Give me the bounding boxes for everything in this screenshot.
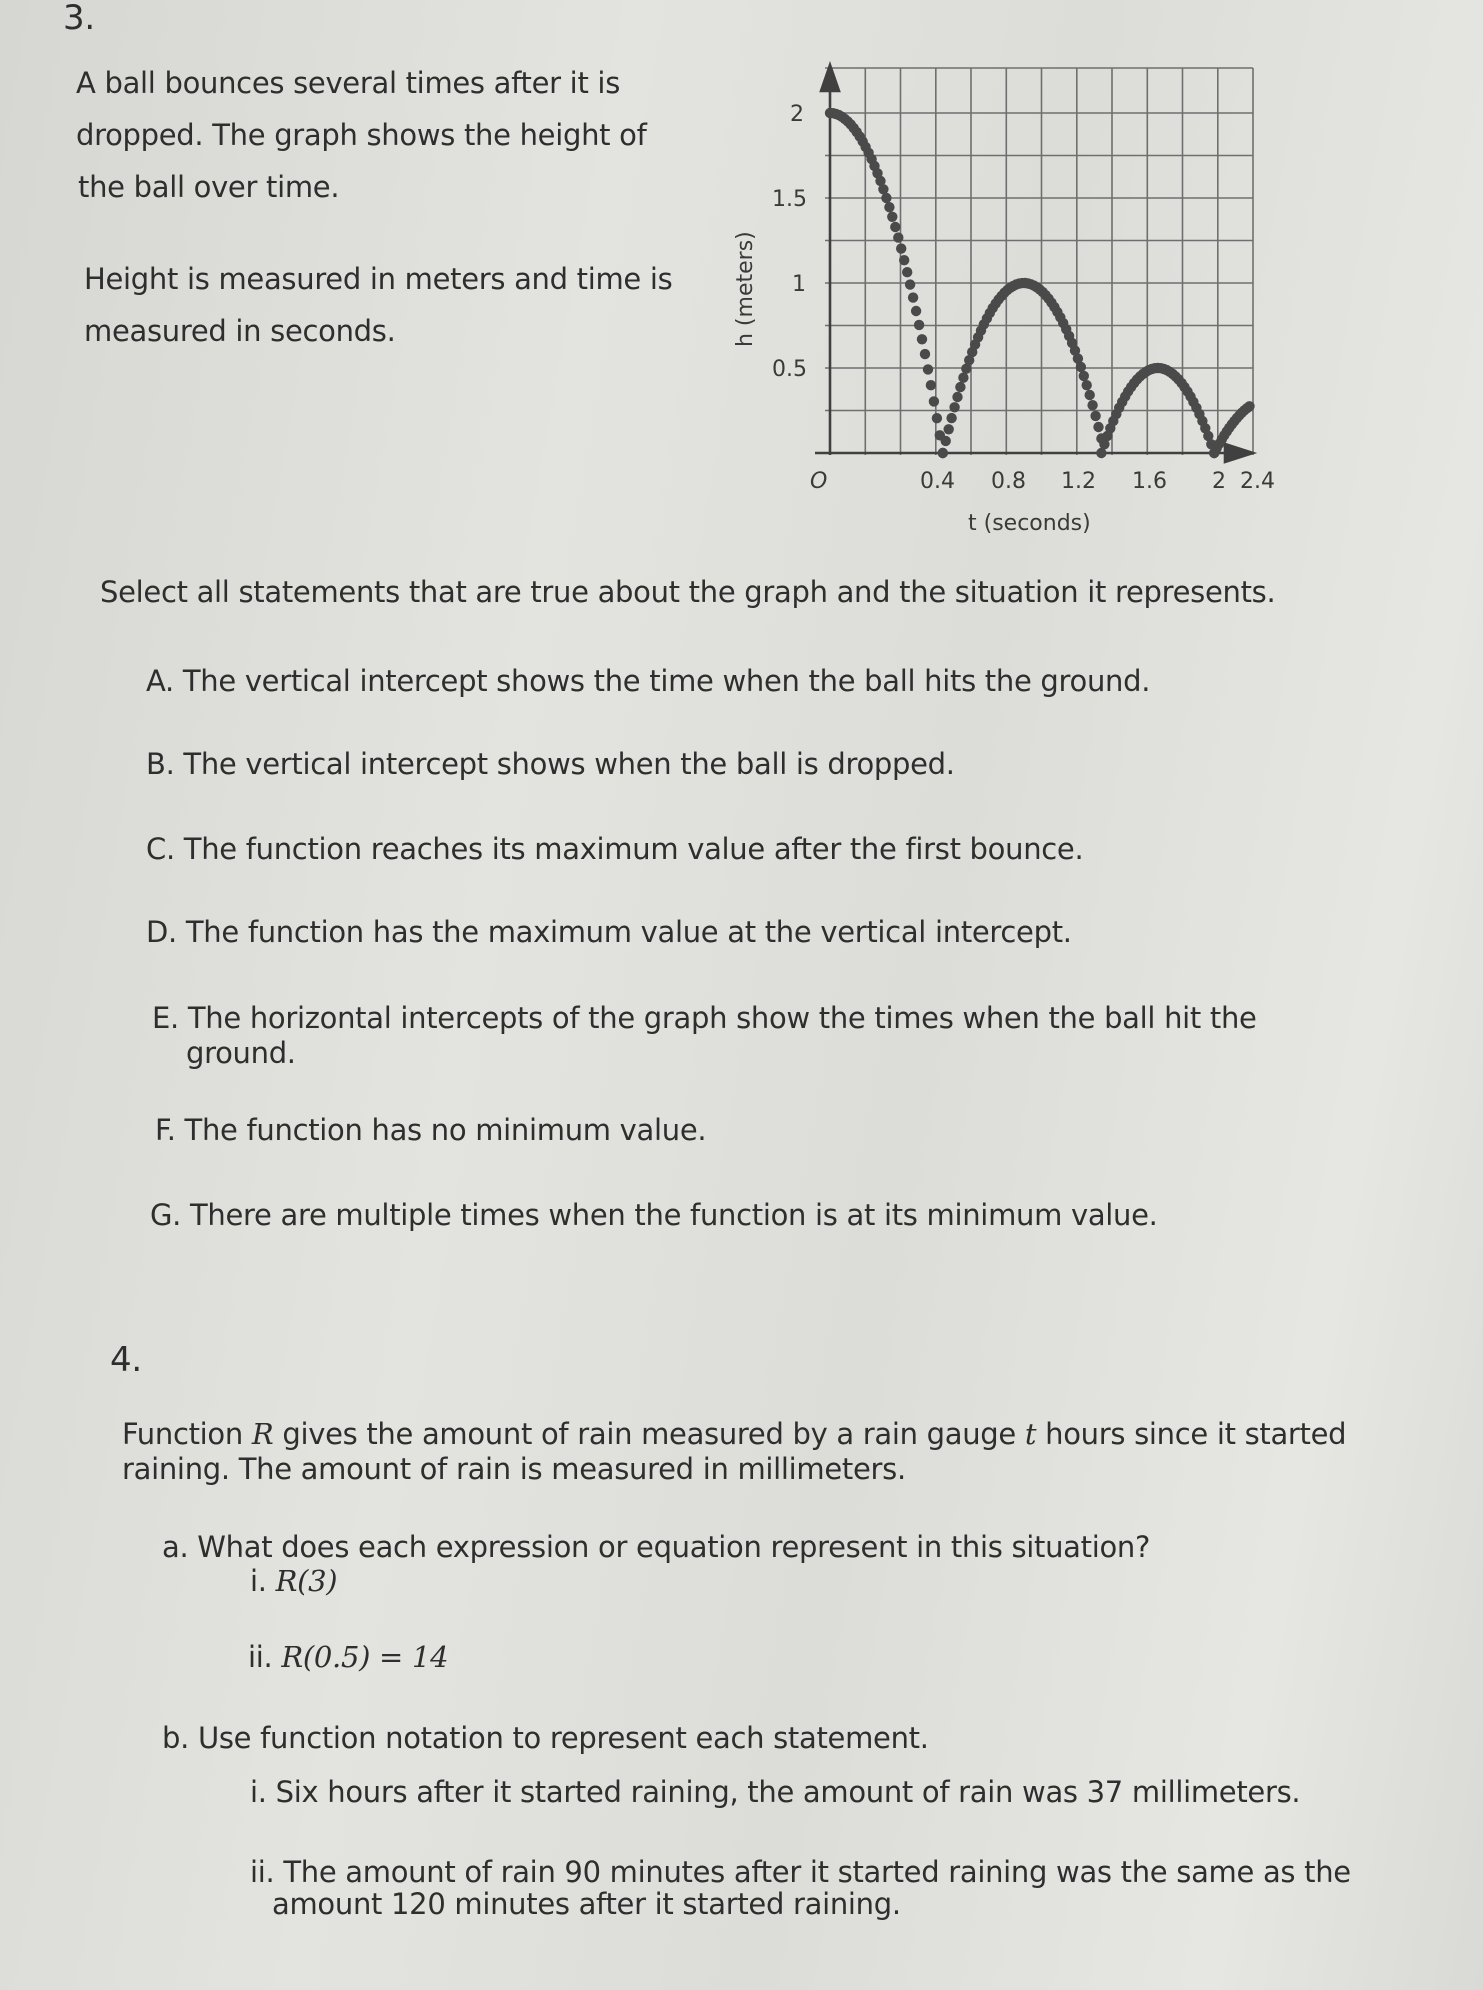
part-b-item-i: i. Six hours after it started raining, the amount of rain was 37 millimeters. xyxy=(250,1775,1301,1809)
function-R-symbol: R xyxy=(251,1417,274,1451)
expression-R-3: R(3) xyxy=(275,1564,338,1598)
data-point xyxy=(884,202,894,212)
data-point xyxy=(1093,422,1103,432)
option-e[interactable]: E. The horizontal intercepts of the graph show the times when the ball hit the xyxy=(152,1001,1257,1035)
part-b-item-ii-continued: amount 120 minutes after it started raining. xyxy=(272,1887,901,1921)
x-tick-0-4: 0.4 xyxy=(920,469,955,494)
part-a-item-ii: ii. R(0.5) = 14 xyxy=(248,1640,449,1674)
data-point xyxy=(923,364,933,374)
data-point xyxy=(958,373,968,383)
part-a-item-i: i. R(3) xyxy=(250,1564,338,1598)
part-b-item-ii: ii. The amount of rain 90 minutes after it started raining was the same as the xyxy=(250,1855,1351,1889)
x-axis-arrow-icon xyxy=(1225,444,1253,462)
data-point xyxy=(1076,362,1086,372)
y-axis-label: h (meters) xyxy=(733,231,758,347)
option-b[interactable]: B. The vertical intercept shows when the ball is dropped. xyxy=(146,747,955,781)
problem-3-intro-line-1: A ball bounces several times after it is xyxy=(76,66,620,100)
data-point xyxy=(920,349,930,359)
y-tick-1: 1 xyxy=(792,272,806,297)
option-f[interactable]: F. The function has no minimum value. xyxy=(155,1113,707,1147)
data-point xyxy=(899,255,909,265)
data-point xyxy=(938,448,948,458)
data-point xyxy=(893,232,903,242)
data-point xyxy=(926,380,936,390)
part-b-prompt: b. Use function notation to represent each statement. xyxy=(162,1721,929,1755)
problem-3-intro-line-2: dropped. The graph shows the height of xyxy=(76,118,647,152)
data-point xyxy=(949,402,959,412)
x-tick-2-4: 2.4 xyxy=(1240,469,1275,494)
x-tick-0-8: 0.8 xyxy=(991,469,1026,494)
data-point xyxy=(941,436,951,446)
data-point xyxy=(1244,401,1254,411)
problem-3-units-line-2: measured in seconds. xyxy=(84,314,396,348)
data-point xyxy=(896,243,906,253)
data-point xyxy=(908,292,918,302)
option-g[interactable]: G. There are multiple times when the function is at its minimum value. xyxy=(150,1198,1158,1232)
data-point xyxy=(881,193,891,203)
y-tick-0-5: 0.5 xyxy=(772,357,807,382)
problem-3-number: 3. xyxy=(63,0,95,38)
y-axis-arrow-icon xyxy=(821,65,839,91)
data-point xyxy=(946,413,956,423)
option-c[interactable]: C. The function reaches its maximum value after the first bounce. xyxy=(146,832,1084,866)
data-point xyxy=(905,279,915,289)
data-point xyxy=(952,392,962,402)
data-point xyxy=(914,320,924,330)
data-point xyxy=(917,334,927,344)
chart-axes xyxy=(815,65,1253,462)
origin-label: O xyxy=(810,469,828,494)
problem-3-prompt: Select all statements that are true about the graph and the situation it represents. xyxy=(100,575,1276,609)
x-tick-2: 2 xyxy=(1212,469,1226,494)
data-point xyxy=(890,222,900,232)
data-point xyxy=(902,267,912,277)
bounce-height-chart xyxy=(700,55,1420,555)
data-point xyxy=(1079,371,1089,381)
data-point xyxy=(1082,380,1092,390)
x-tick-1-2: 1.2 xyxy=(1061,469,1096,494)
problem-3-intro-line-3: the ball over time. xyxy=(78,170,340,204)
x-axis-label: t (seconds) xyxy=(968,511,1091,536)
y-tick-1-5: 1.5 xyxy=(772,187,807,212)
equation-R-0-5-equals-14: R(0.5) = 14 xyxy=(281,1640,449,1674)
data-point xyxy=(955,382,965,392)
x-tick-1-6: 1.6 xyxy=(1132,469,1167,494)
data-point xyxy=(944,424,954,434)
data-point xyxy=(1087,400,1097,410)
data-point xyxy=(887,212,897,222)
problem-4-intro-line-2: raining. The amount of rain is measured in millimeters. xyxy=(122,1452,906,1486)
option-a[interactable]: A. The vertical intercept shows the time when the ball hits the ground. xyxy=(146,664,1151,698)
option-e-continued: ground. xyxy=(186,1036,296,1070)
y-tick-2: 2 xyxy=(790,102,804,127)
data-point xyxy=(932,413,942,423)
data-point xyxy=(929,396,939,406)
problem-4-number: 4. xyxy=(110,1340,142,1380)
part-a-prompt: a. What does each expression or equation represent in this situation? xyxy=(162,1530,1151,1564)
variable-t-symbol: t xyxy=(1024,1417,1037,1451)
data-point xyxy=(1085,390,1095,400)
data-point xyxy=(911,306,921,316)
option-d[interactable]: D. The function has the maximum value at the vertical intercept. xyxy=(146,915,1072,949)
problem-4-intro-line-1: Function R gives the amount of rain measured by a rain gauge t hours since it started xyxy=(122,1417,1347,1451)
problem-3-units-line-1: Height is measured in meters and time is xyxy=(84,262,673,296)
data-point xyxy=(1090,411,1100,421)
